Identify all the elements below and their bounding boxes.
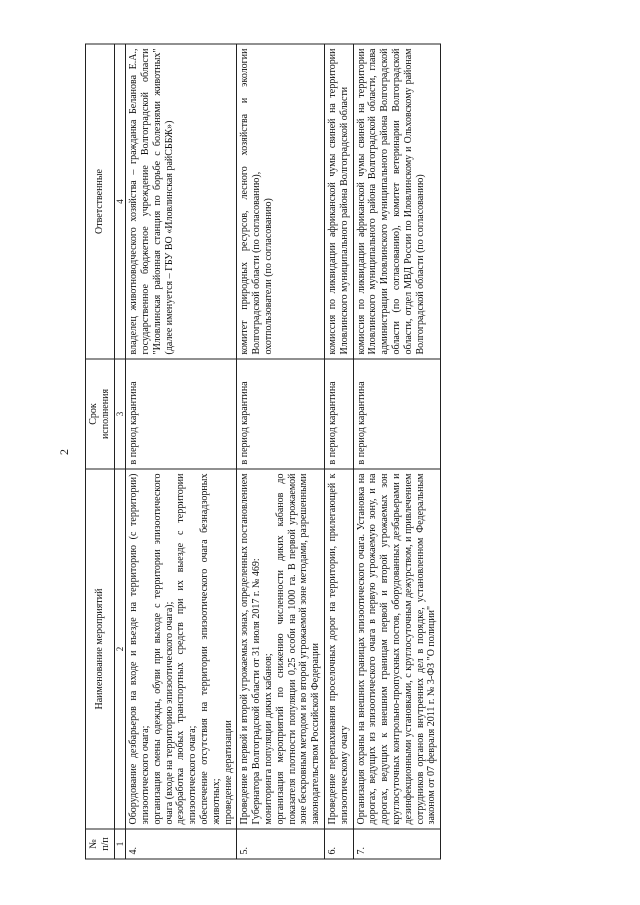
- row-number: 7.: [353, 829, 441, 859]
- responsible-paragraph: комиссия по ликвидации африканской чумы свиней на территории Иловлинского муниципального района Волгоградской области, глава администрации Иловлинского муниципального района Волгоградской области (по согласованию), комитет ветеринарии Волгоградской области, отдел МВД России по Иловлинскому и Ольховскому районам Волгоградской области (по согласованию): [355, 48, 426, 355]
- measure-name-paragraph: дезобработка любых транспортных средств при их выезде с территории эпизоотического очага;: [175, 473, 199, 825]
- measure-name-paragraph: мониторинга популяции диких кабанов;: [262, 653, 274, 825]
- row-number: 6.: [324, 829, 353, 859]
- row-number: 4.: [126, 829, 237, 859]
- responsible-paragraph: охотпользователи (по согласованию): [262, 198, 274, 355]
- measure-name-paragraph: Организация охраны на внешних границах эпизоотического очага. Установка на дорогах, ведущих из эпизоотического очага в первую угрожаемую зону, и на дорогах, ведущих к внешним границам первой и второй угрожаемых зон круглосуточных контрольно-пропускных постов, оборудованных дезбарьерами и дезинфекционными установками, с круглосуточным дежурством, и привлечением сотрудников органов внутренних дел в порядке, установленном Федеральным законом от 07 февраля 2011 г. № 3-ФЗ "О полиции": [355, 473, 438, 825]
- measure-name-paragraph: Оборудование дезбарьеров на входе и въезде на территорию (с территории) эпизоотического очага;: [128, 473, 151, 825]
- header-term: [86, 359, 115, 469]
- header-name: Наименование мероприятий: [86, 469, 115, 829]
- header-responsible: Ответственные: [86, 44, 115, 359]
- rotated-sheet: [57, 45, 555, 860]
- term-cell: в период карантина: [126, 359, 237, 469]
- responsible-cell: [126, 44, 237, 359]
- column-number: 1: [114, 829, 126, 859]
- measure-name-cell: [126, 469, 237, 829]
- measures-table: [85, 44, 441, 860]
- responsible-paragraph: владелец животноводческого хозяйства – гражданка Беланова Е.А., государственное бюджетное учреждение Волгоградской области "Иловлинская районная станция по борьбе с болезнями животных" (далее именуется – ГБУ ВО «Иловлинская райСББЖ»): [128, 48, 175, 355]
- header-term-line2: исполнения: [99, 388, 111, 440]
- column-number: 3: [114, 359, 126, 469]
- responsible-cell: [237, 44, 325, 359]
- term-cell: в период карантина: [324, 359, 353, 469]
- measure-name-paragraph: обеспечение отсутствия на территории эпизоотического очага безнадзорных животных;: [198, 473, 222, 825]
- header-number: [86, 829, 115, 859]
- term-cell: в период карантина: [237, 359, 325, 469]
- column-number: 4: [114, 44, 126, 359]
- table-row: [237, 44, 325, 859]
- measure-name-paragraph: Проведение перепахивания проселочных дорог на территории, прилегающей к эпизоотическому очагу: [326, 473, 350, 825]
- table-row: [353, 44, 441, 859]
- header-term-line1: Срок: [88, 403, 99, 425]
- measure-name-paragraph: организация мероприятий по снижению численности диких кабанов до показателя плотности популяции 0,25 особи на 1000 га. В первой угрожаемой зоне бескровным методом и во второй угрожаемой зоне методами, разрешенными законодательством Российской Федерации: [274, 473, 322, 825]
- measure-name-cell: [324, 469, 353, 829]
- measure-name-paragraph: проведение дератизации: [222, 720, 234, 825]
- header-number-line2: п/п: [99, 837, 111, 851]
- table-header-row: [86, 44, 115, 859]
- measure-name-paragraph: организация смены одежды, обуви при выходе с территории эпизоотического очага (входе на территорию эпизоотического очага);: [151, 473, 175, 825]
- column-number: 2: [114, 469, 126, 829]
- responsible-cell: [353, 44, 441, 359]
- row-number: 5.: [237, 829, 325, 859]
- page-number: 2: [57, 449, 71, 455]
- measure-name-cell: [237, 469, 325, 829]
- measure-name-paragraph: Проведение в первой и второй угрожаемых зонах, определенных постановлением Губернатора Волгоградской области от 31 июля 2017 г. № 469:: [239, 473, 263, 825]
- column-numbers-row: [114, 44, 126, 859]
- responsible-paragraph: комиссия по ликвидации африканской чумы свиней на территории Иловлинского муниципального района Волгоградской области: [326, 48, 350, 355]
- responsible-paragraph: комитет природных ресурсов, лесного хозяйства и экологии Волгоградской области (по согласованию),: [239, 48, 263, 355]
- responsible-cell: [324, 44, 353, 359]
- header-number-line1: №: [88, 839, 99, 849]
- table-row: [324, 44, 353, 859]
- measure-name-cell: [353, 469, 441, 829]
- table-row: [126, 44, 237, 859]
- term-cell: в период карантина: [353, 359, 441, 469]
